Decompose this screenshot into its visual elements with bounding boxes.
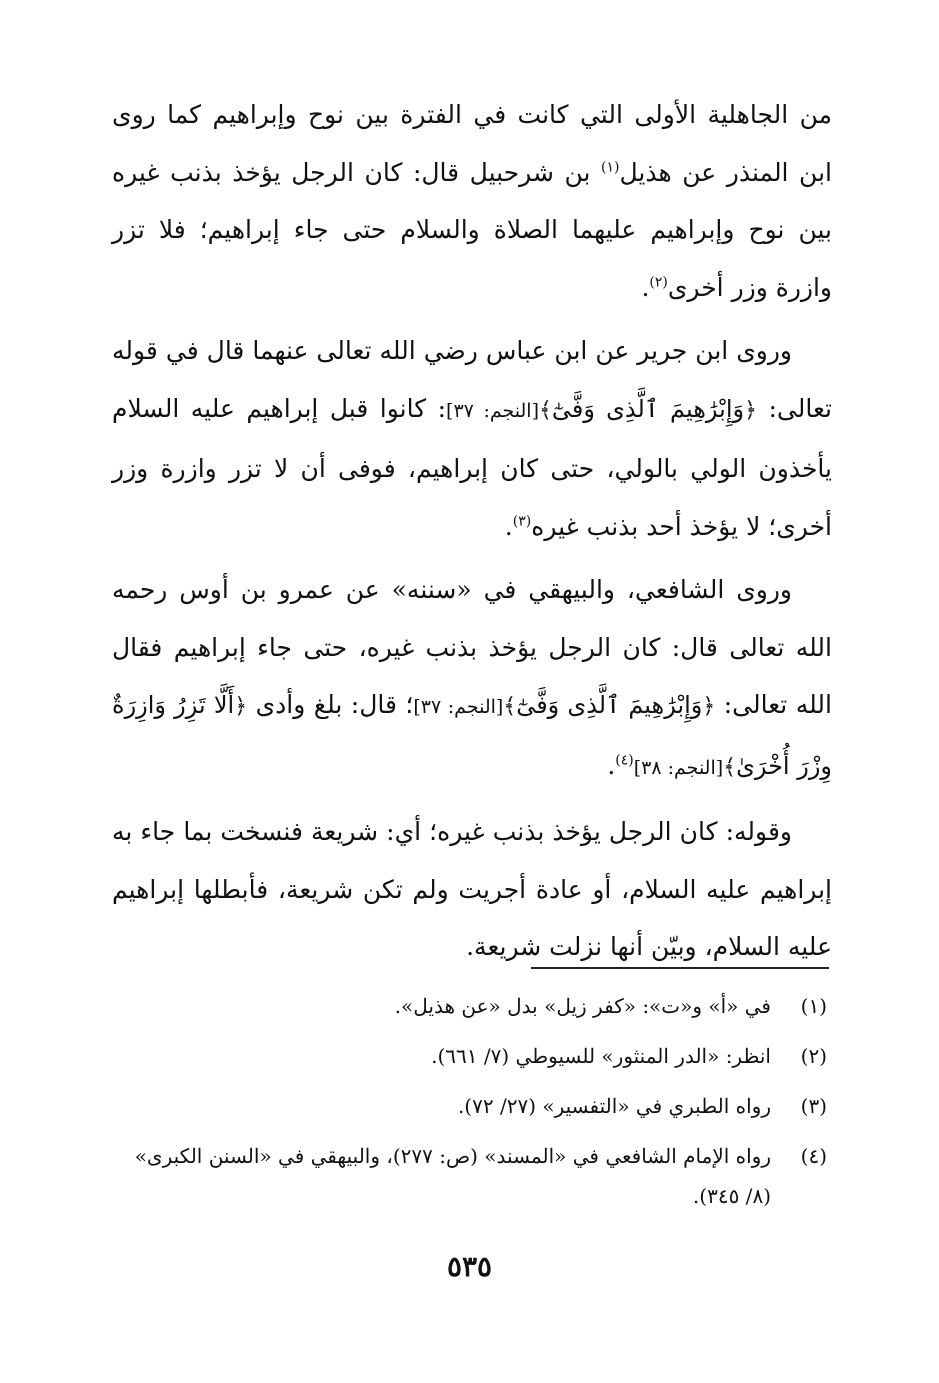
quran-bracket-close: ﴾: [538, 397, 552, 423]
footnote-number: (٤): [800, 1144, 827, 1168]
main-text: [112, 86, 832, 982]
paragraph-text: بن شرحبيل قال: كان الرجل يؤخذ بذنب غيره بين نوح وإبراهيم عليهما الصلاة والسلام حتى جاء إبراهيم؛ فلا تزر وازرة وزر أخرى: [112, 157, 832, 302]
quran-verse: أَلَّا تَزِرُ وَازِرَةٌ وِزْرَ أُخْرَىٰ: [112, 691, 832, 780]
footnote-number: (٢): [800, 1044, 827, 1068]
quran-bracket-open: ﴿: [702, 694, 716, 719]
footnote-number: (١): [800, 994, 827, 1018]
footnote-marker-1[interactable]: (١): [601, 159, 620, 176]
paragraph-text: .: [607, 750, 616, 780]
verse-reference: [النجم: ٣٨]: [633, 756, 724, 779]
footnote-3: [111, 1086, 827, 1126]
quran-bracket-close: ﴾: [723, 754, 737, 780]
quran-verse: وَإِبْرَٰهِيمَ ٱلَّذِى وَفَّىٰٓ: [551, 394, 745, 423]
footnote-text: رواه الإمام الشافعي في «المسند» (ص: ٢٧٧)، والبيهقي في «السنن الكبرى» (٨/ ٣٤٥).: [134, 1144, 771, 1208]
paragraph-text: من الجاهلية الأولى التي كانت في الفترة بين نوح وإبراهيم كما روى ابن المنذر عن هذيل: [112, 100, 832, 187]
paragraph-text: وروى الشافعي، والبيهقي في «سننه» عن عمرو بن أوس رحمه الله تعالى قال: كان الرجل يؤخذ بذنب غيره، حتى جاء إبراهيم فقال الله تعالى:: [112, 575, 832, 719]
paragraph-text: ؛ قال: بلغ وأدى: [247, 690, 414, 719]
page-number: ٥٣٥: [446, 1250, 493, 1283]
paragraph-text: وقوله: كان الرجل يؤخذ بذنب غيره؛ أي: شريعة فنسخت بما جاء به إبراهيم عليه السلام، أو عادة أجريت ولم تكن شريعة، فأبطلها إبراهيم عليه السلام، وبيّن أنها نزلت شريعة.: [112, 817, 832, 961]
verse-reference: [النجم: ٣٧]: [413, 696, 504, 718]
verse-reference: [النجم: ٣٧]: [446, 399, 539, 422]
paragraph-3: [112, 561, 832, 797]
footnote-marker-2[interactable]: (٢): [649, 274, 668, 291]
footnote-1: [111, 986, 827, 1026]
paragraph-2: [112, 322, 832, 555]
quran-bracket-open: ﴿: [744, 397, 757, 423]
footnote-text: انظر: «الدر المنثور» للسيوطي (٧/ ٦٦١).: [431, 1044, 771, 1068]
quran-verse: وَإِبْرَٰهِيمَ ٱلَّذِى وَفَّىٰٓ: [516, 691, 703, 719]
footnote-marker-3[interactable]: (٣): [512, 513, 532, 530]
paragraph-text: وروى ابن جرير عن ابن عباس رضي الله تعالى عنهما قال في قوله تعالى:: [112, 336, 832, 423]
paragraph-text: .: [641, 272, 650, 302]
quran-bracket-open: ﴿: [234, 694, 248, 719]
footnote-separator: [531, 967, 829, 969]
paragraph-text: : كانوا قبل إبراهيم عليه السلام يأخذون الولي بالولي، حتى كان إبراهيم، فوفى أن لا تزر وازرة وزر أخرى؛ لا يؤخذ أحد بذنب غيره: [112, 393, 832, 541]
paragraph-text: .: [504, 511, 513, 541]
footnote-marker-4[interactable]: (٤): [615, 752, 634, 769]
footnote-2: [111, 1036, 827, 1076]
footnotes: [111, 986, 827, 1226]
footnote-number: (٣): [800, 1094, 827, 1118]
quran-bracket-close: ﴾: [503, 694, 517, 719]
paragraph-4: [112, 803, 832, 976]
footnote-text: في «أ» و«ت»: «كفر زيل» بدل «عن هذيل».: [394, 994, 771, 1018]
paragraph-1: [112, 86, 832, 316]
footnote-4: [111, 1136, 827, 1216]
footnote-text: رواه الطبري في «التفسير» (٢٧/ ٧٢).: [457, 1094, 771, 1118]
